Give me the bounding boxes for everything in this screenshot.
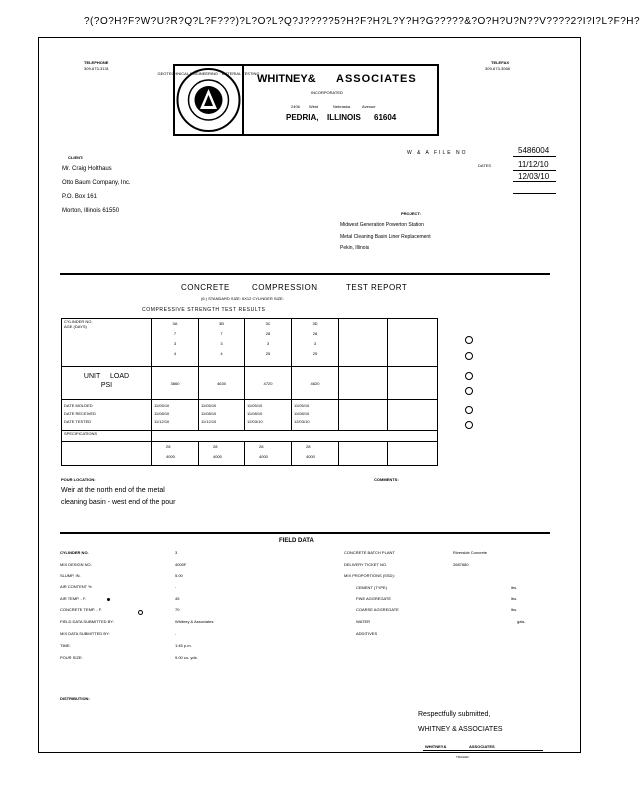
empty-cell — [339, 442, 388, 466]
field-label: CYLINDER NO. — [60, 550, 89, 555]
empty-cell — [388, 442, 438, 466]
field-value: 45 — [175, 596, 180, 601]
date-first-underline — [513, 170, 556, 171]
address-number: 2406 — [291, 104, 300, 109]
mix-label: CEMENT (TYPE) — [356, 585, 388, 590]
dates-label: DATES — [478, 163, 492, 168]
field-value: 1:45 p.m. — [175, 643, 192, 648]
mix-unit: gals. — [517, 619, 526, 624]
telefax-value: 309-673-3068 — [485, 66, 510, 71]
spec-spacer — [152, 431, 438, 442]
radio-circle[interactable] — [465, 421, 473, 429]
spec-psi: 4000 — [213, 454, 222, 459]
date-value: 11/05/10 — [201, 403, 217, 408]
date-value: 11/05/10 — [247, 403, 263, 408]
field-label: MIX DESIGN NO. — [60, 562, 92, 567]
signature-left: WHITNEY& — [425, 744, 447, 749]
field-value: 4000F — [175, 562, 187, 567]
cylinder-no: 3D — [312, 321, 318, 326]
spec-cell — [199, 442, 245, 466]
spec-days: 28 — [259, 444, 264, 449]
project-line-2: Metal Cleaning Basin Liner Replacement — [340, 234, 431, 240]
telefax-label: TELEFAX — [491, 60, 510, 65]
telephone-value: 309-673-3131 — [84, 66, 109, 71]
radio-circle[interactable] — [465, 336, 473, 344]
pour-location-line-1: Weir at the north end of the metal — [61, 487, 165, 494]
report-title-test: TEST REPORT — [346, 283, 408, 292]
field-value: - — [175, 584, 177, 589]
mix-unit: lbs. — [511, 607, 518, 612]
dates-cell — [199, 400, 245, 431]
empty-cell — [388, 400, 438, 431]
field-value: 3 — [175, 550, 178, 555]
distribution-label: DISTRIBUTION: — [60, 696, 90, 701]
cylinder-no: 3B — [219, 321, 224, 326]
batch-plant-label: CONCRETE BATCH PLANT — [344, 550, 395, 555]
spec-cell — [152, 442, 199, 466]
cylinder-3d-cell — [292, 319, 339, 367]
cylinder-3c-cell — [245, 319, 292, 367]
date-value: 11/08/10 — [201, 411, 217, 416]
pour-location-line-2: cleaning basin - west end of the pour — [61, 499, 176, 506]
project-line-3: Pekin, Illinois — [340, 245, 370, 251]
cylinder-age: 3 — [266, 341, 270, 346]
date-value: 12/03/10 — [247, 419, 263, 424]
radio-circle[interactable] — [465, 372, 473, 380]
cylinder-age: 25 — [265, 351, 271, 356]
radio-circle[interactable] — [465, 387, 473, 395]
date-molded-label: DATE MOLDED — [64, 403, 93, 408]
file-number-value: 5486004 — [518, 146, 550, 155]
cylinder-age: 28 — [312, 331, 318, 336]
dot-mark — [107, 598, 110, 601]
date-value: 11/12/10 — [154, 419, 170, 424]
comments-label: COMMENTS: — [374, 477, 399, 482]
spec-days: 28 — [306, 444, 311, 449]
date-first: 11/12/10 — [518, 160, 549, 169]
date-value: 11/08/10 — [154, 411, 170, 416]
psi-label: PSI — [100, 382, 113, 389]
dates-cell — [152, 400, 199, 431]
date-value: 11/08/10 — [294, 411, 310, 416]
field-label: TIME: — [60, 643, 71, 648]
empty-cell — [339, 367, 388, 400]
date-labels-cell — [62, 400, 152, 431]
mix-label: WATER — [356, 619, 370, 624]
report-title-compression: COMPRESSION — [252, 283, 318, 292]
mix-unit: lbs. — [511, 585, 518, 590]
table-row — [62, 319, 438, 367]
cylinder-age: 3 — [220, 341, 223, 346]
empty-cell — [388, 319, 438, 367]
row-label-age: AGE (DAYS) — [64, 324, 87, 329]
date-value: 11/05/10 — [294, 403, 310, 408]
field-value: - — [175, 631, 177, 636]
cylinder-3a-cell — [152, 319, 199, 367]
spec-cell — [292, 442, 339, 466]
company-seal-logo — [157, 66, 260, 134]
cylinder-age: 7 — [173, 331, 177, 336]
cylinder-age: 7 — [220, 331, 223, 336]
cylinder-no: 3A — [172, 321, 178, 326]
company-name-left: WHITNEY& — [257, 73, 316, 85]
radio-circle[interactable] — [465, 406, 473, 414]
date-tested-label: DATE TESTED — [64, 419, 92, 424]
date-value: 11/08/10 — [247, 411, 263, 416]
divider-top — [60, 273, 550, 275]
field-label: SLUMP, IN. — [60, 573, 81, 578]
cylinder-age: 3 — [313, 341, 317, 346]
cylinder-3b-cell — [199, 319, 245, 367]
load-value: 4620 — [292, 367, 339, 400]
ticket-label: DELIVERY TICKET NO. — [344, 562, 388, 567]
file-number-underline — [513, 156, 556, 157]
empty-cell — [388, 367, 438, 400]
date-received-label: DATE RECEIVED — [64, 411, 96, 416]
field-value: Whitney & Associates — [175, 619, 214, 624]
specifications-label: SPECIFICATIONS — [62, 431, 152, 442]
compression-results-table — [61, 318, 438, 466]
cylinder-age: 3 — [173, 341, 177, 346]
spec-psi: 4000 — [166, 454, 175, 459]
batch-plant-value: Riverside Concrete — [453, 550, 488, 555]
top-garbled-line: ?(?O?H?F?W?U?R?Q?L?F???)?L?O?L?Q?J?????5?H?F?H?L?Y?H?G?????&?O?H?U?N??V????2?I?I?L?F?H? — [84, 16, 640, 27]
field-label: FIELD DATA SUBMITTED BY: — [60, 619, 114, 624]
incorporated-label: INCORPORATED — [311, 90, 343, 95]
date-value: 11/05/10 — [154, 403, 170, 408]
client-line-3: P.O. Box 161 — [62, 194, 97, 200]
empty-cell — [62, 442, 152, 466]
spec-days: 28 — [213, 444, 218, 449]
table-row — [62, 431, 438, 442]
spec-days: 28 — [166, 444, 171, 449]
empty-cell — [339, 319, 388, 367]
cylinder-no: 3C — [265, 321, 271, 326]
client-label: CLIENT: — [68, 155, 84, 160]
dates-cell — [245, 400, 292, 431]
spec-cell — [245, 442, 292, 466]
field-label: POUR SIZE: — [60, 655, 83, 660]
file-number-label: W & A FILE NO — [407, 150, 468, 156]
ticket-value: 2687680 — [453, 562, 469, 567]
firm-name: WHITNEY & ASSOCIATES — [418, 726, 503, 733]
address-city: PEDRIA, — [286, 113, 319, 122]
field-label: MIX DATA SUBMITTED BY: — [60, 631, 110, 636]
table-row — [62, 442, 438, 466]
strengths-heading: COMPRESSIVE STRENGTH TEST RESULTS — [142, 307, 266, 313]
address-avenue: Avenue — [362, 104, 376, 109]
pour-location-label: POUR LOCATION: — [61, 477, 96, 482]
load-value: 4720 — [245, 367, 292, 400]
client-line-2: Otto Baum Company, Inc. — [62, 180, 131, 186]
address-street: Nebraska — [333, 104, 351, 109]
field-label: CONCRETE TEMP. - F. — [60, 607, 102, 612]
date-second-underline — [513, 181, 556, 182]
date-second: 12/03/10 — [518, 172, 550, 181]
field-value: 70 — [175, 607, 180, 612]
mix-label: ADDITIVES — [356, 631, 378, 636]
row-label-cylinder: CYLINDER NO. — [64, 319, 93, 324]
date-third-underline — [513, 193, 556, 194]
logo-box — [157, 64, 260, 136]
spec-psi: 4000 — [259, 454, 268, 459]
report-title-concrete: CONCRETE — [181, 283, 230, 292]
cylinder-age: 4 — [220, 351, 223, 356]
company-name-right: ASSOCIATES — [336, 73, 417, 85]
field-value: 9.00 cu. yds. — [175, 655, 198, 660]
mix-label: FINE AGGREGATE — [356, 596, 392, 601]
spec-psi: 4000 — [306, 454, 315, 459]
field-label: AIR CONTENT % — [60, 584, 92, 589]
client-line-1: Mr. Craig Holthaus — [62, 166, 112, 172]
empty-cell — [339, 400, 388, 431]
address-zip: 61604 — [374, 113, 397, 122]
signature-under: TRAILER — [456, 755, 469, 759]
radio-circle[interactable] — [465, 352, 473, 360]
unit-load-cell — [62, 367, 152, 400]
unit-label: UNIT — [83, 373, 101, 380]
signature-line — [423, 750, 543, 751]
field-label: AIR TEMP. - F. — [60, 596, 87, 601]
signature-right: ASSOCIATES — [469, 744, 495, 749]
seal-ring-text: GEOTECHNICAL ENGINEERING · MATERIAL TESTING — [157, 71, 260, 76]
address-west: West — [309, 104, 319, 109]
date-value: 12/03/10 — [294, 419, 310, 424]
divider-field-data — [60, 532, 550, 534]
table-row — [62, 400, 438, 431]
field-data-title: FIELD DATA — [279, 538, 314, 544]
client-line-4: Morton, Illinois 61550 — [62, 208, 120, 214]
project-label: PROJECT: — [401, 211, 421, 216]
row-label-cell — [62, 319, 152, 367]
project-line-1: Midwest Generation Powerton Station — [340, 222, 424, 228]
mix-label: COARSE AGGREGATE — [356, 607, 399, 612]
cylinder-age: 4 — [173, 351, 177, 356]
respectfully-submitted: Respectfully submitted, — [418, 711, 491, 718]
degree-mark — [138, 610, 143, 615]
dates-cell — [292, 400, 339, 431]
load-value: 4630 — [199, 367, 245, 400]
field-value: 5.00 — [175, 573, 183, 578]
load-label: LOAD — [110, 373, 130, 380]
table-row — [62, 367, 438, 400]
date-value: 11/12/10 — [201, 419, 217, 424]
mix-unit: lbs. — [511, 596, 518, 601]
cylinder-age: 25 — [312, 351, 318, 356]
load-value: 3860 — [152, 367, 199, 400]
telephone-label: TELEPHONE — [84, 60, 109, 65]
report-subtitle: (6 ) STANDARD SIZE: 6X12 CYLINDER SIZE: — [201, 296, 284, 301]
cylinder-age: 28 — [265, 331, 271, 336]
address-state: ILLINOIS — [327, 113, 361, 122]
mix-proportions-label: MIX PROPORTIONS (SSD): — [344, 573, 395, 578]
